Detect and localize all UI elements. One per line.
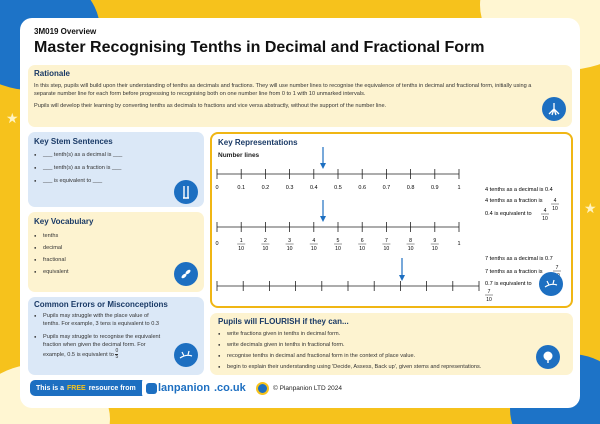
star-icon: ★ bbox=[6, 110, 19, 126]
list-item: ● Pupils may struggle with the place value of tenths. For example, 3 tens is equivalent to 0.3 bbox=[34, 312, 166, 328]
fraction-den: 10 bbox=[359, 246, 366, 252]
list-item: ● equivalent bbox=[34, 269, 174, 275]
tree-roots-icon bbox=[542, 97, 566, 121]
key-vocab-panel bbox=[28, 212, 204, 292]
star-icon: ★ bbox=[584, 200, 597, 216]
number-lines-diagram bbox=[212, 134, 571, 306]
statement: 7 tenths as a decimal is 0.7 bbox=[485, 256, 553, 262]
tick-label: 0.2 bbox=[261, 185, 270, 191]
flourish-panel bbox=[210, 313, 573, 375]
list-item: ● write fractions given in tenths in decimal form. bbox=[218, 331, 528, 337]
copyright bbox=[256, 382, 342, 395]
fraction-den: 10 bbox=[552, 206, 558, 212]
page-title: Master Recognising Tenths in Decimal and Fractional Form bbox=[34, 39, 485, 56]
errors-panel bbox=[28, 297, 204, 375]
key-representations-panel bbox=[210, 132, 573, 308]
tick-label: 0.3 bbox=[285, 185, 294, 191]
fraction-num: 7 bbox=[487, 289, 491, 295]
rationale-paragraph: In this step, pupils will build upon their understanding of tenths as decimals and fractions. They will use number lines to recognise the equivalence of tenths in decimal and fractional form, initially using a separate number line for each form before progressing to recognising both on one number line from 0 to 1 with 10 unmarked intervals. bbox=[34, 83, 532, 97]
tick-label: 0.8 bbox=[406, 185, 415, 191]
banner-text: This is a bbox=[36, 384, 65, 392]
fraction-den: 10 bbox=[238, 246, 245, 252]
fraction-num: 6 bbox=[360, 238, 364, 244]
tick-label: 0.4 bbox=[309, 185, 318, 191]
key-vocab-title: Key Vocabulary bbox=[34, 217, 94, 226]
fraction-den: 10 bbox=[407, 246, 414, 252]
fraction-den: 10 bbox=[431, 246, 438, 252]
fraction-num: 7 bbox=[384, 238, 388, 244]
errors-list bbox=[34, 312, 166, 360]
tick-label: 0.9 bbox=[430, 185, 439, 191]
fraction-num: 3 bbox=[288, 238, 292, 244]
banner-text: resource from bbox=[88, 384, 136, 392]
brand-name: lanpanion bbox=[158, 382, 210, 394]
tick-label: 0.5 bbox=[334, 185, 342, 191]
rationale-panel bbox=[28, 65, 572, 127]
list-item: ● ___ tenth(s) as a decimal is ___ bbox=[34, 152, 174, 158]
statement: 7 tenths as a fraction is bbox=[485, 269, 543, 275]
tick-label: 1 bbox=[457, 241, 461, 247]
copyright-text: © Planpanion LTD 2024 bbox=[273, 385, 342, 392]
fraction-num: 8 bbox=[409, 238, 413, 244]
fraction-num: 1 bbox=[239, 238, 243, 244]
fraction-num: 4 bbox=[543, 208, 547, 214]
statement: 0.7 is equivalent to bbox=[485, 281, 532, 287]
banner-free: FREE bbox=[67, 384, 86, 392]
list-item: ● decimal bbox=[34, 245, 174, 251]
fraction: $\frac{0}{5}$ bbox=[115, 348, 119, 360]
tick-label: 0.1 bbox=[237, 185, 246, 191]
arrow-icon bbox=[399, 275, 405, 281]
branch-icon bbox=[174, 343, 198, 367]
fraction-num: 2 bbox=[263, 238, 267, 244]
list-item: ● begin to explain their understanding using 'Decide, Assess, Back up', given stems and representations. bbox=[218, 364, 528, 370]
list-item: ● write decimals given in tenths in fractional form. bbox=[218, 342, 528, 348]
fraction-den: 10 bbox=[542, 216, 548, 222]
key-rep-title: Key Representations bbox=[218, 138, 298, 147]
tree-trunk-icon bbox=[174, 180, 198, 204]
branch-icon bbox=[539, 272, 563, 296]
fraction-num: 4 bbox=[312, 238, 316, 244]
tick-label: 0.7 bbox=[382, 185, 391, 191]
key-stem-panel bbox=[28, 132, 204, 207]
fraction-num: 5 bbox=[336, 238, 340, 244]
tick-label: 0.6 bbox=[358, 185, 367, 191]
fraction-den: 10 bbox=[310, 246, 317, 252]
statement: 4 tenths as a fraction is bbox=[485, 198, 543, 204]
fraction-num: 7 bbox=[555, 265, 559, 271]
key-vocab-list bbox=[34, 233, 174, 275]
fraction-num: 4 bbox=[553, 198, 557, 204]
tree-icon bbox=[536, 345, 560, 369]
fraction-num: 9 bbox=[433, 238, 437, 244]
errors-title: Common Errors or Misconceptions bbox=[34, 300, 168, 309]
tick-label: 0 bbox=[215, 241, 219, 247]
leaves-icon bbox=[174, 262, 198, 286]
planpanion-logo-icon bbox=[146, 383, 157, 394]
list-item: ● fractional bbox=[34, 257, 174, 263]
statement: 0.4 is equivalent to bbox=[485, 211, 532, 217]
list-item bbox=[34, 333, 166, 360]
statement: 4 tenths as a decimal is 0.4 bbox=[485, 187, 553, 193]
fraction-den: 10 bbox=[335, 246, 341, 252]
rationale-paragraph: Pupils will develop their learning by converting tenths as decimals to fractions and vice versa abstractly, without the support of the number line. bbox=[34, 103, 387, 109]
flourish-list bbox=[218, 331, 528, 370]
list-item: ● ___ tenth(s) as a fraction is ___ bbox=[34, 165, 174, 171]
tick-label: 1 bbox=[457, 185, 461, 191]
key-stem-list bbox=[34, 152, 174, 184]
list-item: ● tenths bbox=[34, 233, 174, 239]
list-item: ● ___ is equivalent to ___ bbox=[34, 178, 174, 184]
list-item: ● recognise tenths in decimal and fractional form in the context of place value. bbox=[218, 353, 528, 359]
brand-domain: .co.uk bbox=[213, 382, 246, 394]
planpanion-logo-icon bbox=[256, 382, 269, 395]
lesson-code: 3M019 Overview bbox=[34, 27, 97, 36]
fraction-den: 10 bbox=[383, 246, 390, 252]
number-lines-label: Number lines bbox=[218, 152, 260, 159]
arrow-icon bbox=[320, 163, 326, 169]
fraction-den: 10 bbox=[486, 297, 492, 303]
fraction-den: 10 bbox=[262, 246, 269, 252]
key-stem-title: Key Stem Sentences bbox=[34, 137, 113, 146]
worksheet bbox=[20, 18, 580, 408]
brand-logo[interactable] bbox=[142, 378, 250, 398]
flourish-title: Pupils will FLOURISH if they can... bbox=[218, 317, 349, 326]
tick-label: 0 bbox=[215, 185, 219, 191]
arrow-icon bbox=[320, 216, 326, 222]
fraction-den: 10 bbox=[286, 246, 293, 252]
error-text: Pupils may struggle to recognise the equivalent fraction when given the decimal form. For example, 0.5 is equivalent to bbox=[43, 334, 161, 358]
rationale-title: Rationale bbox=[34, 69, 71, 78]
